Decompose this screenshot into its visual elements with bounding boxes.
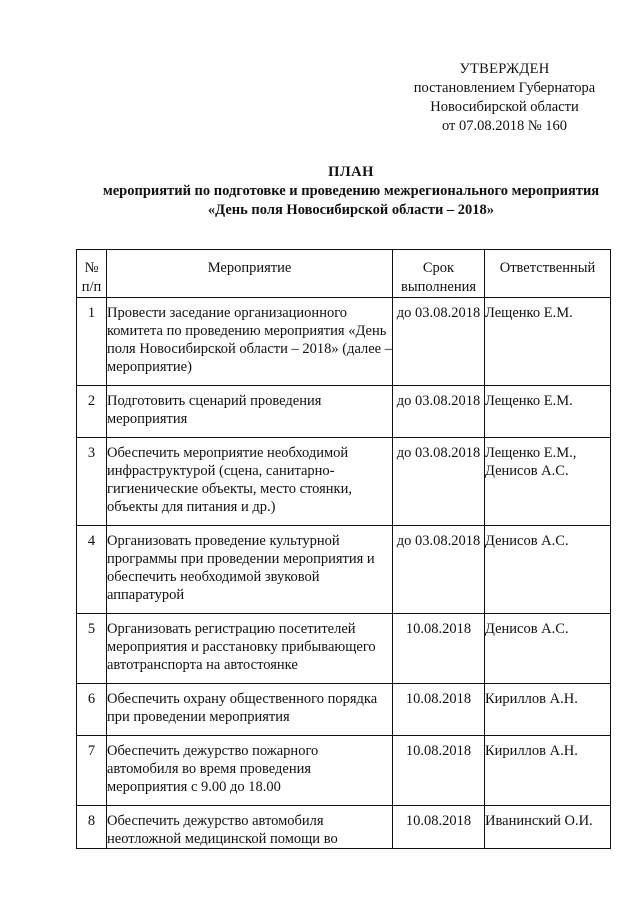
row-responsible: Лещенко Е.М. [485,386,611,438]
header-deadline: Срок выполнения [393,250,485,298]
row-task: Обеспечить мероприятие необходимой инфраструктурой (сцена, санитарно-гигиенические объекты, место стоянки, объекты для питания и др.) [107,438,393,526]
document-title: ПЛАН [328,164,374,180]
row-deadline: до 03.08.2018 [393,438,485,526]
row-deadline: до 03.08.2018 [393,386,485,438]
row-deadline: 10.08.2018 [393,684,485,736]
row-task: Обеспечить охрану общественного порядка при проведении мероприятия [107,684,393,736]
table-row [77,526,611,614]
document-subtitle-1: мероприятий по подготовке и проведению межрегионального мероприятия [102,183,600,199]
row-task: Подготовить сценарий проведения мероприятия [107,386,393,438]
row-deadline: 10.08.2018 [393,614,485,684]
approval-stamp [392,60,617,136]
row-num: 7 [77,736,107,806]
approval-line-2: Новосибирской области [430,99,579,115]
header-task: Мероприятие [107,250,393,298]
document-subtitle-2: «День поля Новосибирской области – 2018» [207,202,495,218]
row-task: Обеспечить дежурство автомобиля неотложной медицинской помощи во [107,806,393,849]
table-row [77,806,611,849]
row-deadline: 10.08.2018 [393,736,485,806]
row-responsible: Иванинский О.И. [485,806,611,849]
row-deadline: до 03.08.2018 [393,298,485,386]
row-responsible: Лещенко Е.М. [485,298,611,386]
table-row [77,684,611,736]
row-deadline: 10.08.2018 [393,806,485,849]
row-task: Организовать проведение культурной программы при проведении мероприятия и обеспечить необходимой звуковой аппаратурой [107,526,393,614]
header-num: № п/п [77,250,107,298]
row-num: 8 [77,806,107,849]
table-row [77,438,611,526]
row-task: Обеспечить дежурство пожарного автомобиля во время проведения мероприятия с 9.00 до 18.00 [107,736,393,806]
approval-line-1: постановлением Губернатора [413,80,596,96]
approval-line-3: от 07.08.2018 № 160 [441,118,568,134]
row-num: 1 [77,298,107,386]
row-num: 3 [77,438,107,526]
table-row [77,298,611,386]
row-deadline: до 03.08.2018 [393,526,485,614]
row-task: Провести заседание организационного комитета по проведению мероприятия «День поля Новосибирской области – 2018» (далее – мероприятие) [107,298,393,386]
table-row [77,614,611,684]
row-num: 5 [77,614,107,684]
row-responsible: Денисов А.С. [485,614,611,684]
header-responsible: Ответственный [485,250,611,298]
approval-title: УТВЕРЖДЕН [459,61,550,77]
row-num: 2 [77,386,107,438]
row-num: 6 [77,684,107,736]
row-responsible: Денисов А.С. [485,526,611,614]
row-responsible: Лещенко Е.М., Денисов А.С. [485,438,611,526]
row-num: 4 [77,526,107,614]
table-header-row [77,250,611,298]
row-responsible: Кириллов А.Н. [485,684,611,736]
row-responsible: Кириллов А.Н. [485,736,611,806]
document-heading [60,163,640,220]
plan-table [76,249,611,849]
row-task: Организовать регистрацию посетителей мероприятия и расстановку прибывающего автотранспорта на автостоянке [107,614,393,684]
table-row [77,386,611,438]
table-row [77,736,611,806]
